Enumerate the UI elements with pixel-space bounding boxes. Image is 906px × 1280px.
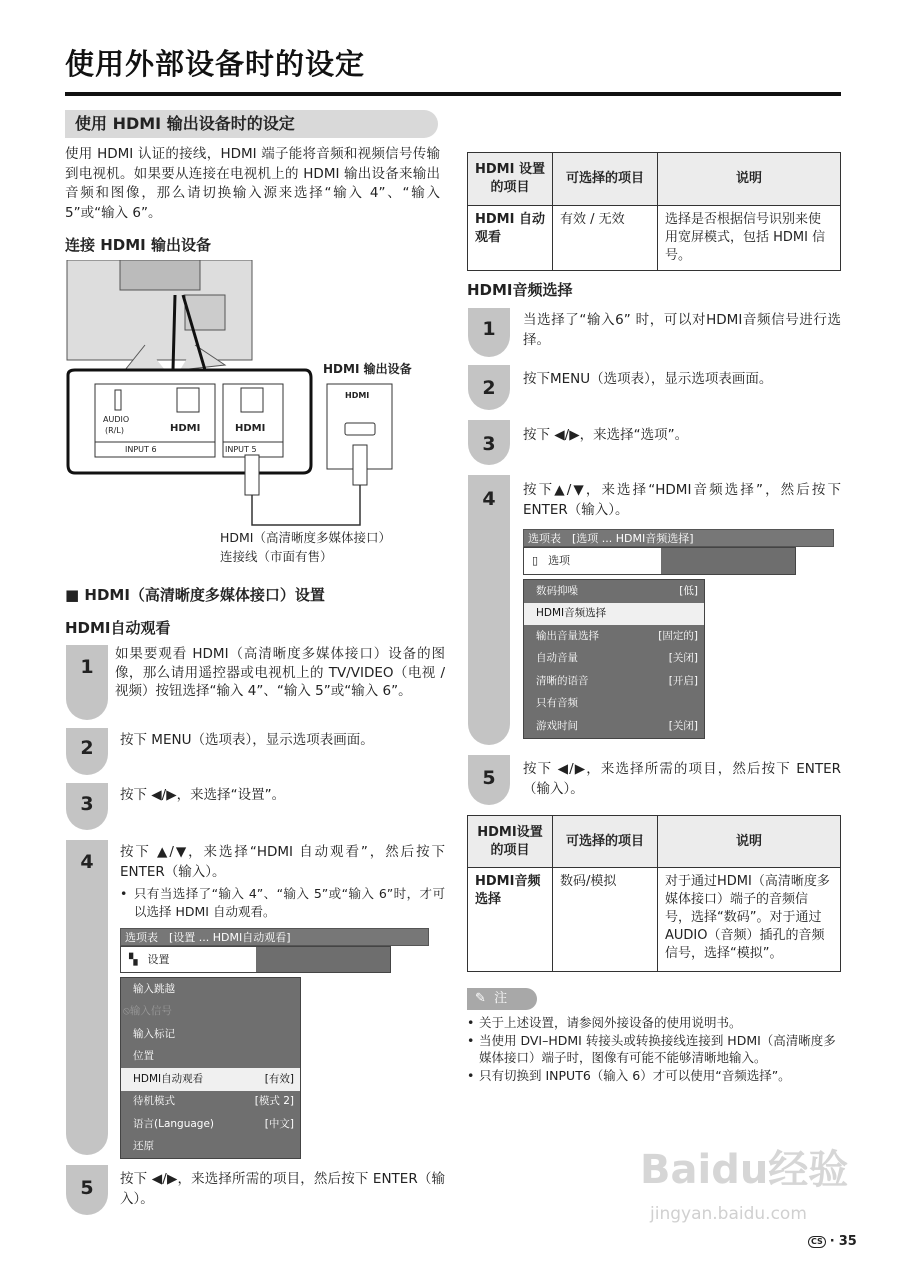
menu-item-label: 自动音量 bbox=[536, 652, 578, 665]
menu-item-value: [模式 2] bbox=[254, 1095, 294, 1108]
menu-item-label: 待机模式 bbox=[133, 1095, 175, 1108]
input6-label: INPUT 6 bbox=[125, 445, 157, 454]
hdmi-settings-heading: ■ HDMI（高清晰度多媒体接口）设置 bbox=[65, 586, 325, 604]
table-row bbox=[468, 206, 841, 271]
step-text: 按下 ▲/▼，来选择“HDMI 自动观看”，然后按下 ENTER（输入）。 bbox=[120, 844, 445, 880]
step-text: 按下MENU（选项表），显示选项表画面。 bbox=[523, 371, 773, 387]
cable-label-line2: 连接线（市面有售） bbox=[220, 549, 333, 564]
cable-label-line1: HDMI（高清晰度多媒体接口） bbox=[220, 530, 391, 545]
menu-tab-empty bbox=[661, 548, 795, 574]
page-title: 使用外部设备时的设定 bbox=[65, 47, 366, 81]
menu-item[interactable] bbox=[121, 1091, 300, 1114]
step-text: 按下▲/▼，来选择“HDMI音频选择”，然后按下ENTER（输入）。 bbox=[523, 482, 841, 518]
step-number: 4 bbox=[482, 488, 496, 510]
menu-item-label: 语言(Language) bbox=[133, 1117, 215, 1130]
table-cell: 数码/模拟 bbox=[553, 868, 658, 972]
menu-item[interactable] bbox=[524, 715, 704, 738]
table-header: HDMI设置的项目 bbox=[468, 816, 553, 868]
menu-item-value: [中文] bbox=[264, 1117, 294, 1130]
menu-item-value: [开启] bbox=[668, 674, 698, 687]
step-number: 2 bbox=[482, 377, 496, 399]
input5-label: INPUT 5 bbox=[225, 445, 257, 454]
table-cell: HDMI 自动观看 bbox=[468, 206, 553, 271]
menu-item bbox=[121, 1001, 300, 1024]
menu-item-selected[interactable] bbox=[524, 603, 704, 626]
menu-tab-row bbox=[523, 547, 796, 575]
menu-item-label: 位置 bbox=[133, 1050, 154, 1063]
menu-tab-row bbox=[120, 946, 391, 973]
menu-tab-settings[interactable] bbox=[121, 947, 256, 972]
hdmi-logo-input5: HDMI bbox=[235, 423, 266, 434]
menu-item-value: [有效] bbox=[264, 1072, 294, 1085]
step-bar bbox=[66, 840, 108, 1155]
audio-label: AUDIO bbox=[103, 415, 130, 424]
menu-item[interactable] bbox=[121, 978, 300, 1001]
baidu-watermark: Baidu经验 bbox=[640, 1147, 849, 1193]
note-label: 注 bbox=[494, 991, 508, 1006]
hdmi-audio-table bbox=[467, 815, 841, 972]
table-cell: HDMI音频选择 bbox=[468, 868, 553, 972]
hdmi-auto-view-heading: HDMI自动观看 bbox=[65, 619, 171, 637]
menu-item[interactable] bbox=[524, 648, 704, 671]
step-number: 5 bbox=[80, 1177, 94, 1199]
hdmi-logo-device: HDMI bbox=[345, 391, 370, 400]
step-bullet: • 只有当选择了“输入 4”、“输入 5”或“输入 6”时，才可以选择 HDMI 自动观看。 bbox=[120, 886, 445, 919]
note-item: • 只有切换到 INPUT6（输入 6）才可以使用“音频选择”。 bbox=[467, 1067, 847, 1085]
hdmi-audio-heading: HDMI音频选择 bbox=[467, 281, 573, 299]
step-number: 1 bbox=[482, 318, 496, 340]
separator-dot: · bbox=[829, 1234, 835, 1249]
menu-item-label: 输出音量选择 bbox=[536, 629, 599, 642]
menu-item-label: 输入跳越 bbox=[133, 982, 175, 995]
step-bullet-text: 只有当选择了“输入 4”、“输入 5”或“输入 6”时，才可以选择 HDMI 自动观看。 bbox=[134, 886, 445, 919]
note-badge bbox=[467, 988, 537, 1010]
menu-tab-label: 选项 bbox=[548, 554, 571, 567]
language-badge: CS bbox=[808, 1236, 826, 1248]
menu-item-label: HDMI自动观看 bbox=[133, 1072, 204, 1085]
step-text: 按下 ◀/▶，来选择“设置”。 bbox=[120, 787, 286, 803]
menu-item[interactable] bbox=[121, 1113, 300, 1136]
menu-header: 选项表 [选项 ... HDMI音频选择] bbox=[523, 529, 834, 547]
hdmi-logo-input6: HDMI bbox=[170, 423, 201, 434]
step-number: 2 bbox=[80, 737, 94, 759]
watermark-url: jingyan.baidu.com bbox=[650, 1204, 807, 1224]
table-header: 可选择的项目 bbox=[553, 153, 658, 206]
menu-item-value: [固定的] bbox=[658, 629, 698, 642]
connect-heading: 连接 HDMI 输出设备 bbox=[65, 236, 211, 254]
menu-item[interactable] bbox=[524, 625, 704, 648]
table-cell: 有效 / 无效 bbox=[553, 206, 658, 271]
intro-paragraph: 使用 HDMI 认证的接线，HDMI 端子能将音频和视频信号传输到电视机。如果要从连接在电视机上的 HDMI 输出设备来输出音频和图像，那么请切换输入源来选择“输入 4”、“输入 5”或“输入 6”。 bbox=[65, 146, 440, 221]
note-item: • 关于上述设置，请参阅外接设备的使用说明书。 bbox=[467, 1014, 847, 1032]
step-text: 按下 ◀/▶，来选择“选项”。 bbox=[523, 427, 689, 443]
table-header: 说明 bbox=[658, 816, 841, 868]
options-menu-list bbox=[523, 579, 705, 739]
page-footer bbox=[808, 1234, 857, 1250]
step-text: 当选择了“输入6” 时，可以对HDMI音频信号进行选择。 bbox=[523, 312, 841, 348]
table-cell: 对于通过HDMI（高清晰度多媒体接口）端子的音频信号，选择“数码”。对于通过AUDIO（音频）插孔的音频信号，选择“模拟”。 bbox=[658, 868, 841, 972]
table-header: 说明 bbox=[658, 153, 841, 206]
menu-tab-options[interactable] bbox=[524, 548, 661, 574]
step-number: 4 bbox=[80, 851, 94, 873]
menu-item-label: 清晰的语音 bbox=[536, 674, 589, 687]
step-text: 按下 ◀/▶，来选择所需的项目，然后按下 ENTER（输入）。 bbox=[120, 1171, 445, 1207]
hdmi-auto-view-table bbox=[467, 152, 841, 271]
menu-item[interactable] bbox=[524, 580, 704, 603]
table-row bbox=[468, 868, 841, 972]
menu-item-selected[interactable] bbox=[121, 1068, 300, 1091]
menu-item-value: [关闭] bbox=[668, 652, 698, 665]
title-rule bbox=[65, 92, 841, 96]
step-number: 5 bbox=[482, 767, 496, 789]
menu-item-value: [低] bbox=[679, 584, 698, 597]
menu-item-label: 游戏时间 bbox=[536, 719, 578, 732]
step-text: 按下 ◀/▶，来选择所需的项目，然后按下 ENTER（输入）。 bbox=[523, 761, 841, 797]
menu-item-label: HDMI音频选择 bbox=[536, 607, 607, 620]
menu-item-label: 数码抑噪 bbox=[536, 584, 578, 597]
settings-menu-list bbox=[120, 977, 301, 1159]
menu-item-label: 还原 bbox=[133, 1140, 154, 1153]
table-cell: 选择是否根据信号识别来使用宽屏模式，包括 HDMI 信号。 bbox=[658, 206, 841, 271]
hdmi-device-label: HDMI 输出设备 bbox=[323, 362, 412, 376]
step-bar bbox=[468, 475, 510, 745]
menu-item-label: 输入标记 bbox=[133, 1027, 175, 1040]
step-text: 如果要观看 HDMI（高清晰度多媒体接口）设备的图像，那么请用遥控器或电视机上的 TV/VIDEO（电视 / 视频）按钮选择“输入 4”、“输入 5”或“输入 6”。 bbox=[115, 646, 445, 699]
page-number: 35 bbox=[838, 1234, 857, 1249]
menu-item-value: [关闭] bbox=[668, 719, 698, 732]
step-number: 1 bbox=[80, 656, 94, 678]
paperclip-icon: ✎ bbox=[475, 991, 486, 1006]
menu-item[interactable] bbox=[524, 693, 704, 716]
menu-header: 选项表 [设置 ... HDMI自动观看] bbox=[120, 928, 429, 946]
step-number: 3 bbox=[482, 433, 496, 455]
menu-tab-empty bbox=[256, 947, 390, 972]
menu-item[interactable] bbox=[121, 1136, 300, 1159]
options-icon: ▯ bbox=[532, 554, 539, 567]
step-text: 按下 MENU（选项表），显示选项表画面。 bbox=[120, 732, 374, 748]
notes-list bbox=[467, 1014, 847, 1084]
menu-tab-label: 设置 bbox=[147, 952, 170, 966]
menu-item[interactable] bbox=[524, 670, 704, 693]
step-number: 3 bbox=[80, 793, 94, 815]
menu-item[interactable] bbox=[121, 1023, 300, 1046]
menu-item-label: 只有音频 bbox=[536, 697, 578, 710]
section-heading: 使用 HDMI 输出设备时的设定 bbox=[65, 110, 438, 138]
note-item: • 当使用 DVI–HDMI 转接头或转换接线连接到 HDMI（高清晰度多媒体接口）端子时，图像有可能不能够清晰地输入。 bbox=[467, 1032, 847, 1067]
audio-sub-label: (R/L) bbox=[105, 426, 124, 435]
connection-diagram bbox=[65, 260, 440, 575]
menu-item-label: ⦸输入信号 bbox=[123, 1005, 172, 1018]
table-header: HDMI 设置的项目 bbox=[468, 153, 553, 206]
menu-item[interactable] bbox=[121, 1046, 300, 1069]
settings-icon: ▚ bbox=[129, 952, 138, 966]
table-header: 可选择的项目 bbox=[553, 816, 658, 868]
